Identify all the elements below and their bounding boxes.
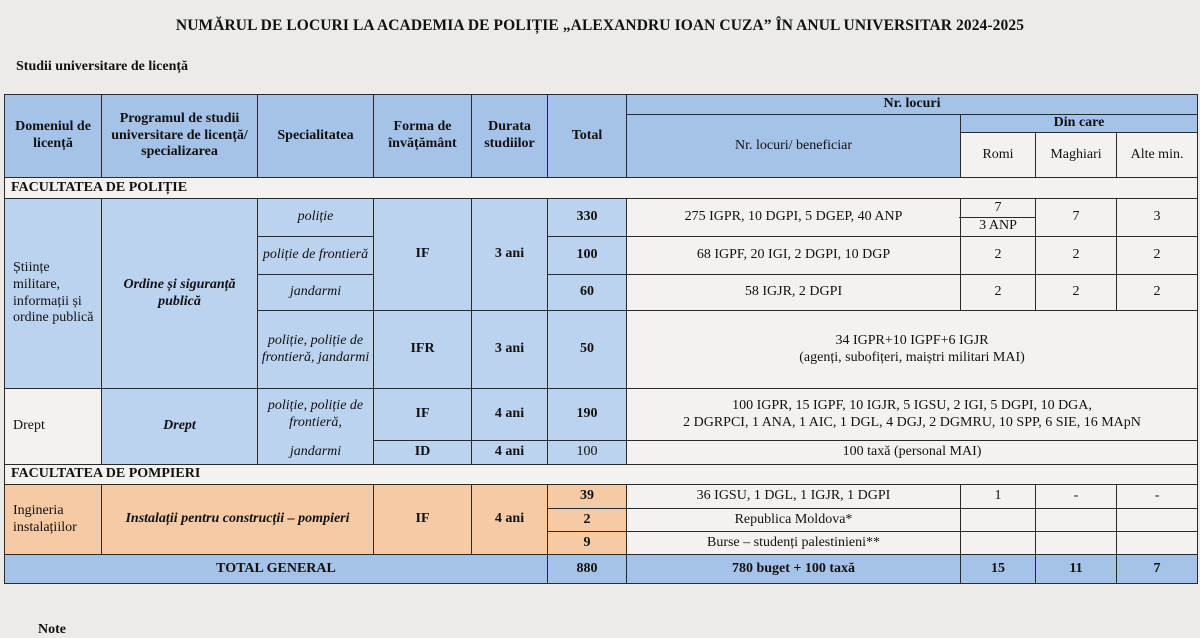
- spec-toate: poliție, poliție de frontieră, jandarmi: [258, 311, 374, 389]
- beneficiar-cell: [627, 311, 1198, 389]
- spec-drept: poliție, poliție de frontieră,: [258, 389, 374, 441]
- maghiari-cell: 2: [1036, 275, 1117, 311]
- header-forma: Forma de învățământ: [374, 95, 472, 178]
- section-row: [5, 465, 1198, 485]
- alte-cell: [1117, 532, 1198, 555]
- romi-cell: [961, 509, 1036, 532]
- beneficiar-cell: Burse – studenți palestinieni**: [627, 532, 961, 555]
- domain-drept: Drept: [5, 389, 102, 465]
- table-row: [5, 199, 1198, 237]
- durata-cell: 4 ani: [472, 441, 548, 465]
- spec-jandarmi: jandarmi: [258, 441, 374, 465]
- romi-cell: 2: [961, 237, 1036, 275]
- forma-cell: IF: [374, 389, 472, 441]
- romi-anp: 3 ANP: [979, 218, 1017, 233]
- header-beneficiar: Nr. locuri/ beneficiar: [627, 115, 961, 178]
- total-value: 880: [548, 555, 627, 584]
- forma-cell: IF: [374, 485, 472, 555]
- total-cell: 60: [548, 275, 627, 311]
- beneficiar-cell: 275 IGPR, 10 DGPI, 5 DGEP, 40 ANP: [627, 199, 961, 237]
- romi-value: 7: [959, 200, 1037, 218]
- header-specialitatea: Specialitatea: [258, 95, 374, 178]
- durata-cell: 4 ani: [472, 389, 548, 441]
- header-romi: Romi: [961, 133, 1036, 178]
- maghiari-cell: 2: [1036, 237, 1117, 275]
- durata-3-ani: 3 ani: [472, 199, 548, 311]
- beneficiar-line-2: (agenți, subofițeri, maiștri militari MAI): [799, 349, 1025, 365]
- program-instalatii: Instalații pentru construcții – pompieri: [102, 485, 374, 555]
- header-programul: Programul de studii universitare de licență/ specializarea: [102, 95, 258, 178]
- total-cell: 330: [548, 199, 627, 237]
- beneficiar-line-1: 100 IGPR, 15 IGPF, 10 IGJR, 5 IGSU, 2 IGI, 5 DGPI, 10 DGA,: [732, 397, 1092, 413]
- beneficiar-cell: 58 IGJR, 2 DGPI: [627, 275, 961, 311]
- places-table: [4, 94, 1198, 584]
- total-beneficiar: 780 buget + 100 taxă: [627, 555, 961, 584]
- total-romi: 15: [961, 555, 1036, 584]
- total-cell: 100: [548, 237, 627, 275]
- total-cell: 190: [548, 389, 627, 441]
- alte-cell: 2: [1117, 237, 1198, 275]
- durata-cell: 4 ani: [472, 485, 548, 555]
- total-cell: 2: [548, 509, 627, 532]
- section-politie: FACULTATEA DE POLIȚIE: [5, 178, 1198, 199]
- section-row: [5, 178, 1198, 199]
- table-row: [5, 389, 1198, 441]
- beneficiar-cell: Republica Moldova*: [627, 509, 961, 532]
- header-maghiari: Maghiari: [1036, 133, 1117, 178]
- domain-inginerie: Ingineria instalațiilor: [5, 485, 102, 555]
- header-row-1: [5, 95, 1198, 115]
- forma-ifr: IFR: [374, 311, 472, 389]
- beneficiar-cell: 68 IGPF, 20 IGI, 2 DGPI, 10 DGP: [627, 237, 961, 275]
- maghiari-cell: -: [1036, 485, 1117, 509]
- page-title: NUMĂRUL DE LOCURI LA ACADEMIA DE POLIȚIE „ALEXANDRU IOAN CUZA” ÎN ANUL UNIVERSITAR 2024-2025: [175, 17, 1025, 34]
- beneficiar-cell: 36 IGSU, 1 DGL, 1 IGJR, 1 DGPI: [627, 485, 961, 509]
- romi-cell: [961, 199, 1036, 237]
- durata-cell: 3 ani: [472, 311, 548, 389]
- header-nr-locuri: Nr. locuri: [627, 95, 1198, 115]
- maghiari-cell: [1036, 509, 1117, 532]
- note-label: Note: [38, 622, 66, 637]
- beneficiar-cell: [627, 389, 1198, 441]
- alte-cell: [1117, 509, 1198, 532]
- header-durata: Durata studiilor: [472, 95, 548, 178]
- spec-politie: poliție: [258, 199, 374, 237]
- beneficiar-line-1: 34 IGPR+10 IGPF+6 IGJR: [835, 332, 989, 348]
- alte-cell: 3: [1117, 199, 1198, 237]
- table-row: [5, 485, 1198, 509]
- domain-stiinte: Științe militare, informații și ordine publică: [5, 199, 102, 389]
- spec-politie-frontiera: poliție de frontieră: [258, 237, 374, 275]
- total-label: TOTAL GENERAL: [5, 555, 548, 584]
- program-ordine: Ordine și siguranță publică: [102, 199, 258, 389]
- total-row: [5, 555, 1198, 584]
- alte-cell: 2: [1117, 275, 1198, 311]
- page-subtitle: Studii universitare de licență: [16, 59, 189, 74]
- beneficiar-line-2: 2 DGRPCI, 1 ANA, 1 AIC, 1 DGL, 4 DGJ, 2 DGMRU, 10 SPP, 6 SIE, 16 MApN: [683, 414, 1141, 430]
- romi-cell: 1: [961, 485, 1036, 509]
- maghiari-cell: [1036, 532, 1117, 555]
- total-cell: 9: [548, 532, 627, 555]
- total-cell: 50: [548, 311, 627, 389]
- total-cell: 100: [548, 441, 627, 465]
- total-alte: 7: [1117, 555, 1198, 584]
- maghiari-cell: 7: [1036, 199, 1117, 237]
- romi-cell: [961, 532, 1036, 555]
- total-cell: 39: [548, 485, 627, 509]
- forma-id: ID: [374, 441, 472, 465]
- forma-if: IF: [374, 199, 472, 311]
- beneficiar-cell: 100 taxă (personal MAI): [627, 441, 1198, 465]
- header-total: Total: [548, 95, 627, 178]
- section-pompieri: FACULTATEA DE POMPIERI: [5, 465, 1198, 485]
- romi-cell: 2: [961, 275, 1036, 311]
- header-din-care: Din care: [961, 115, 1198, 133]
- spec-jandarmi: jandarmi: [258, 275, 374, 311]
- header-domeniul: Domeniul de licență: [5, 95, 102, 178]
- alte-cell: -: [1117, 485, 1198, 509]
- header-alte-min: Alte min.: [1117, 133, 1198, 178]
- total-maghiari: 11: [1036, 555, 1117, 584]
- program-drept: Drept: [102, 389, 258, 465]
